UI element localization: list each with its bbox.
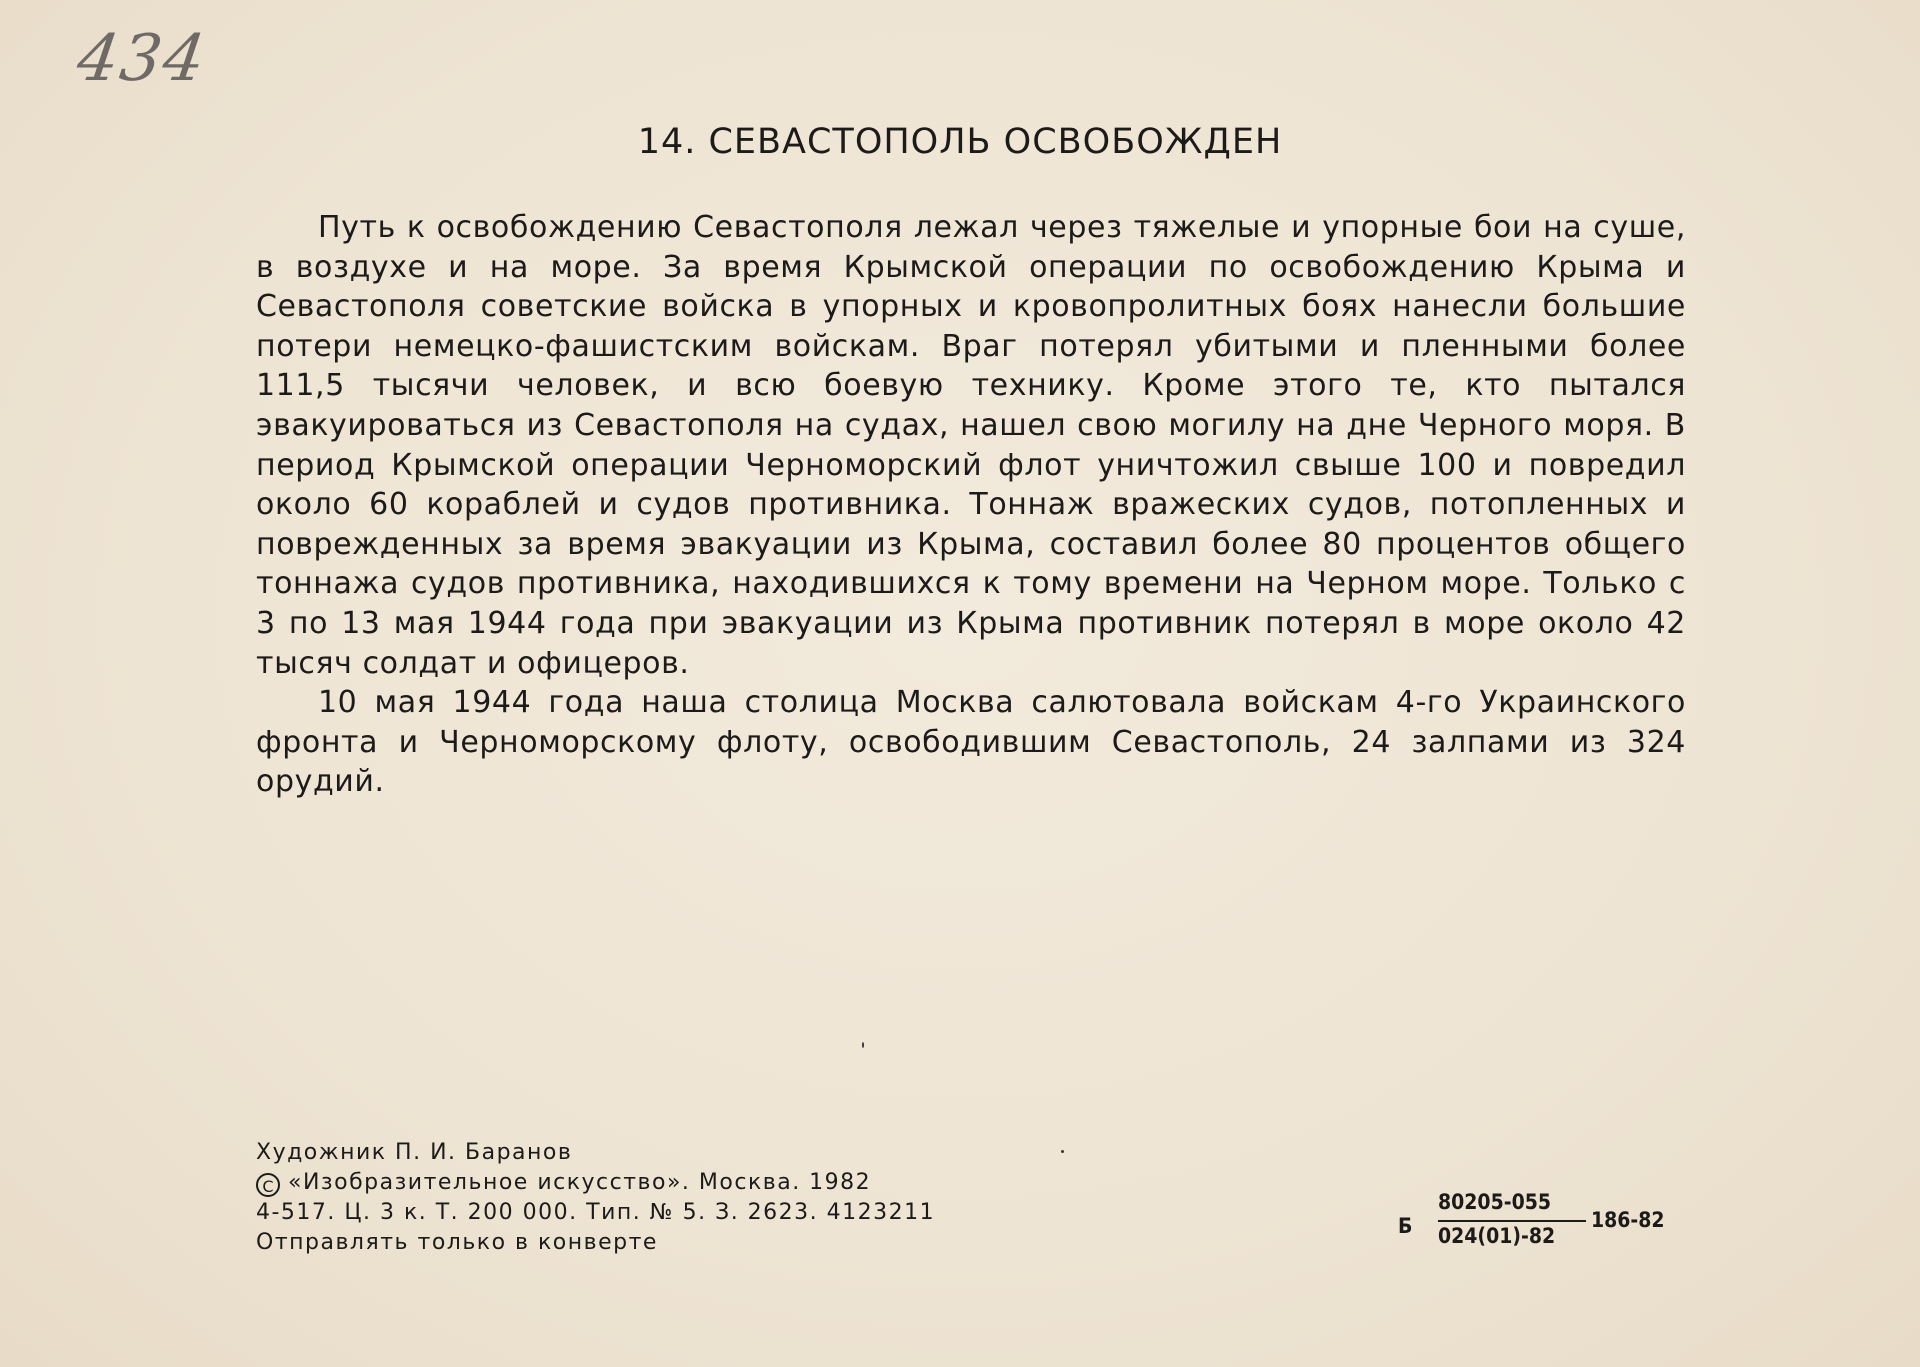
code-prefix: Б [1398,1214,1413,1238]
handwritten-number: 434 [72,22,212,96]
code-denominator: 024(01)-82 [1438,1224,1556,1248]
paper-speck [862,1042,864,1048]
paragraph-1: Путь к освобождению Севастополя лежал через тяжелые и упорные бои на суше, в воздухе и на море. За время Крымской операции по освобождению Крыма и Севастополя советские войска в упорных и кровопролитных боях нанесли большие потери немецко-фашистским войскам. Враг потерял убитыми и пленными более 111,5 тысячи человек, и всю боевую технику. Кроме этого те, кто пытался эвакуироваться из Севастополя на судах, нашел свою могилу на дне Черного моря. В период Крымской операции Черноморский флот уничтожил свыше 100 и повредил около 60 кораблей и судов противника. Тоннаж вражеских судов, потопленных и поврежденных за время эвакуации из Крыма, составил более 80 процентов общего тоннажа судов противника, находившихся к тому времени на Черном море. Только с 3 по 13 мая 1944 года при эвакуации из Крыма противник потерял в море около 42 тысяч солдат и офицеров. [256,210,1686,681]
publication-code [1398,1190,1688,1250]
credits-block [256,1138,935,1258]
fraction-line [1438,1220,1586,1222]
publisher-line [256,1168,935,1198]
code-suffix: 186-82 [1591,1208,1665,1232]
artist-credit: Художник П. И. Баранов [256,1140,573,1165]
body-text [256,208,1686,802]
print-info: 4-517. Ц. 3 к. Т. 200 000. Тип. № 5. З. 2623. 4123211 [256,1200,936,1225]
publisher-text: «Изобразительное искусство». Москва. 1982 [288,1170,872,1195]
code-numerator: 80205-055 [1438,1190,1552,1214]
mailing-note: Отправлять только в конверте [256,1230,658,1255]
copyright-icon: C [256,1173,280,1197]
paper-speck [1061,1150,1064,1153]
paragraph-2: 10 мая 1944 года наша столица Москва салютовала войскам 4-го Украинского фронта и Черноморскому флоту, освободившим Севастополь, 24 залпами из 324 орудий. [256,685,1686,800]
page-title: 14. СЕВАСТОПОЛЬ ОСВОБОЖДЕН [637,122,1283,162]
